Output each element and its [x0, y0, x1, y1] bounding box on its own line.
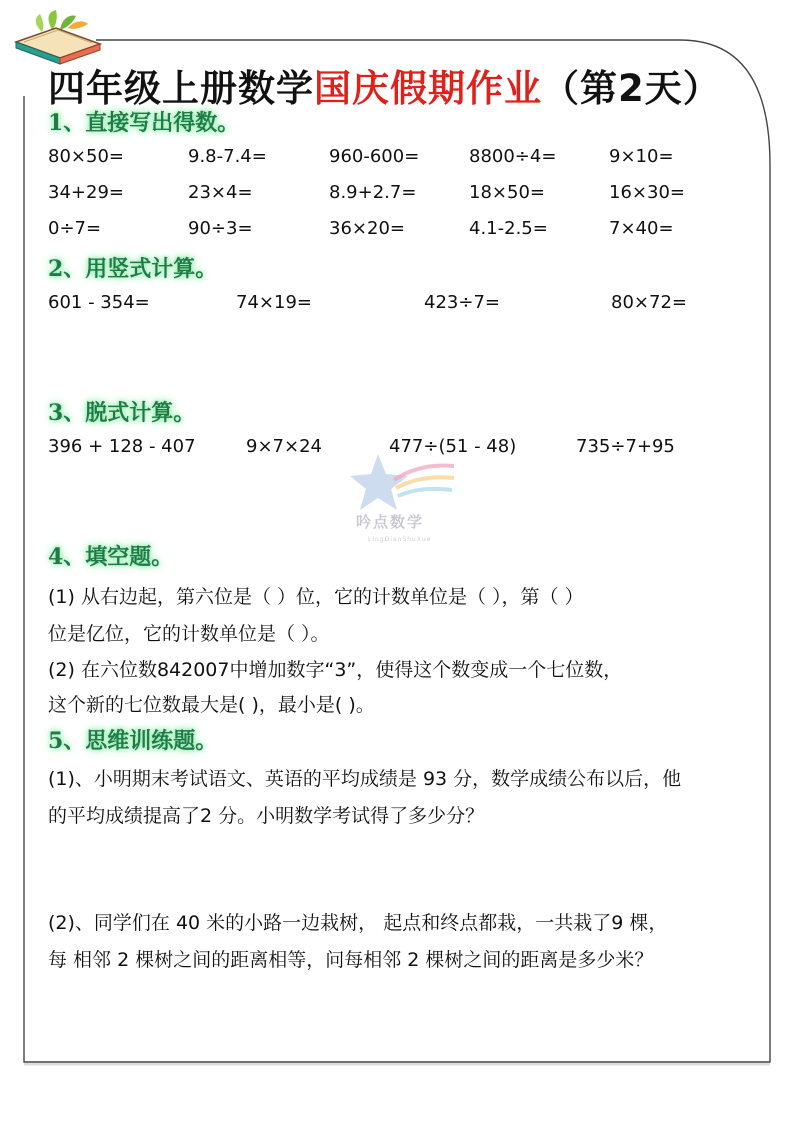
- s4-line-1: (1) 从右边起，第六位是（ ）位，它的计数单位是（ ），第（ ）: [48, 586, 584, 608]
- section-3-heading: 3、脱式计算。: [48, 400, 196, 426]
- s3-item-1: 396 + 128 - 407: [48, 436, 196, 457]
- section-1-heading: 1、直接写出得数。: [48, 110, 240, 136]
- s1-r1-c2: 9.8-7.4=: [188, 146, 267, 167]
- s4-line-4: 这个新的七位数最大是( )，最小是( )。: [48, 694, 375, 716]
- s1-r1-c3: 960-600=: [329, 146, 420, 167]
- s4-line-2: 位是亿位，它的计数单位是（ ）。: [48, 623, 330, 645]
- s1-r2-c4: 18×50=: [469, 182, 545, 203]
- s1-r3-c5: 7×40=: [609, 218, 674, 239]
- s1-r3-c4: 4.1-2.5=: [469, 218, 548, 239]
- s5-q2-line-1: (2)、同学们在 40 米的小路一边栽树， 起点和终点都栽，一共栽了9 棵，: [48, 912, 668, 934]
- watermark-text: 吟点数学: [356, 513, 425, 531]
- s1-r2-c3: 8.9+2.7=: [329, 182, 417, 203]
- s1-r2-c1: 34+29=: [48, 182, 124, 203]
- s1-r3-c3: 36×20=: [329, 218, 405, 239]
- s3-item-3: 477÷(51 - 48): [389, 436, 517, 457]
- section-4-heading: 4、填空题。: [48, 544, 174, 570]
- s1-r3-c1: 0÷7=: [48, 218, 102, 239]
- s1-r3-c2: 90÷3=: [188, 218, 253, 239]
- page-title: [48, 58, 721, 112]
- section-5-heading: 5、思维训练题。: [48, 728, 218, 754]
- s3-item-2: 9×7×24: [246, 436, 322, 457]
- s1-r1-c1: 80×50=: [48, 146, 124, 167]
- s1-r2-c5: 16×30=: [609, 182, 685, 203]
- title-homework: 国庆假期作业: [314, 67, 542, 110]
- s2-item-4: 80×72=: [611, 292, 687, 313]
- s5-q2-line-2: 每 相邻 2 棵树之间的距离相等，问每相邻 2 棵树之间的距离是多少米？: [48, 949, 654, 971]
- s4-line-3: (2) 在六位数842007中增加数字“3”，使得这个数变成一个七位数，: [48, 659, 623, 681]
- title-day: （第2天）: [542, 67, 721, 110]
- s2-item-3: 423÷7=: [424, 292, 500, 313]
- title-grade: 四年级上册数学: [48, 67, 314, 110]
- s2-item-2: 74×19=: [236, 292, 312, 313]
- s5-q1-line-2: 的平均成绩提高了2 分。小明数学考试得了多少分？: [48, 805, 485, 827]
- s3-item-4: 735÷7+95: [576, 436, 675, 457]
- s5-q1-line-1: (1)、小明期末考试语文、英语的平均成绩是 93 分，数学成绩公布以后，他: [48, 768, 682, 790]
- section-2-heading: 2、用竖式计算。: [48, 256, 218, 282]
- s1-r1-c4: 8800÷4=: [469, 146, 557, 167]
- s2-item-1: 601 - 354=: [48, 292, 150, 313]
- s1-r1-c5: 9×10=: [609, 146, 674, 167]
- s1-r2-c2: 23×4=: [188, 182, 253, 203]
- watermark-subtext: LingDianShuXue: [368, 536, 432, 543]
- watermark-star-icon: [350, 450, 460, 520]
